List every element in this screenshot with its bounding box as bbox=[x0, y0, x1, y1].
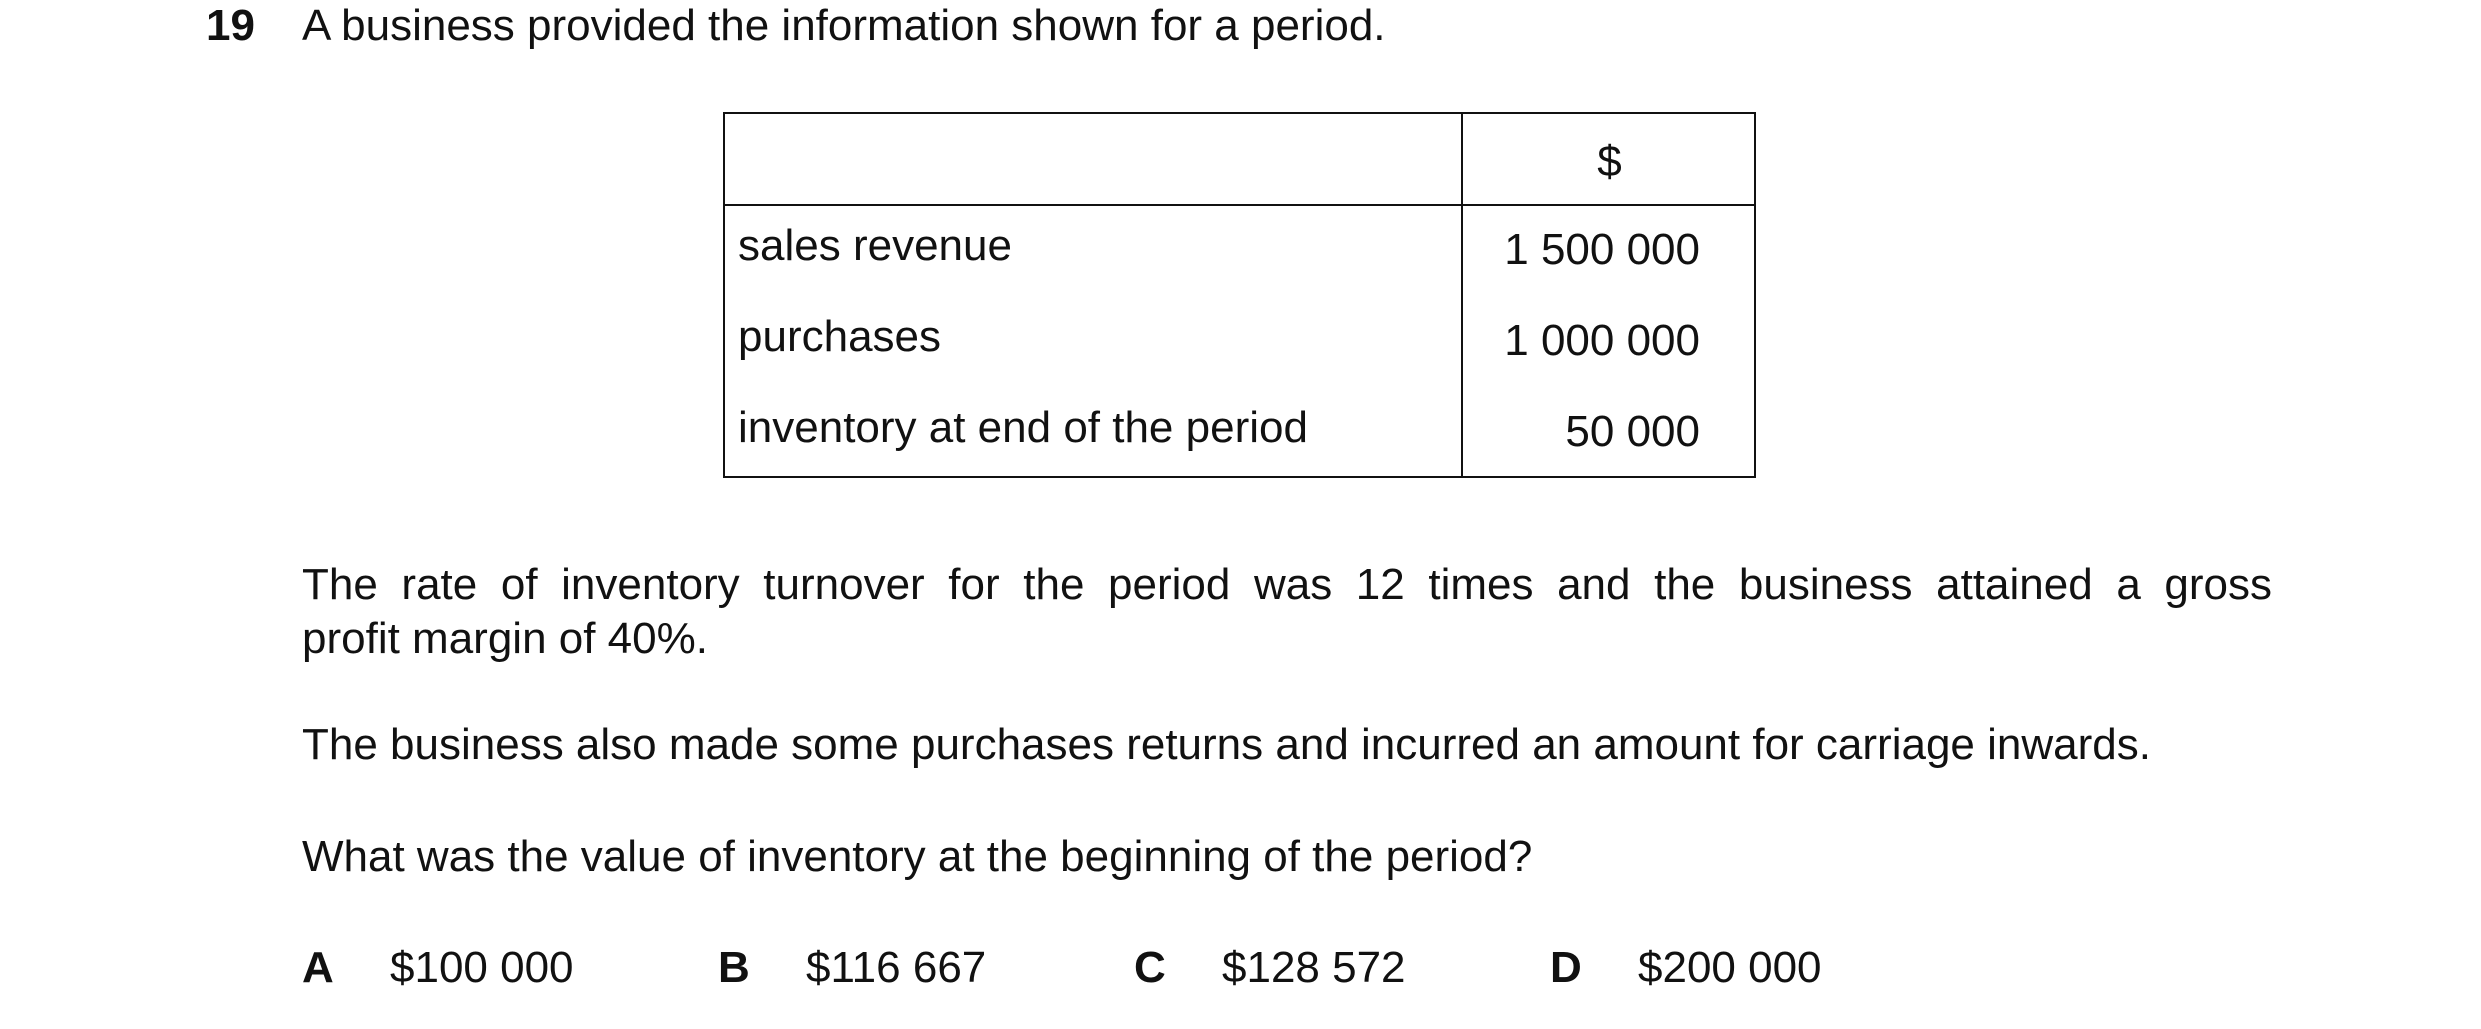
row-label: purchases bbox=[738, 312, 942, 361]
question-stem: A business provided the information shown for a period. bbox=[302, 1, 1386, 50]
option-a[interactable] bbox=[302, 940, 574, 996]
row-label: inventory at end of the period bbox=[738, 403, 1308, 452]
table-row bbox=[725, 206, 1754, 297]
paragraph-line: profit margin of 40%. bbox=[302, 614, 708, 663]
paragraph-turnover bbox=[302, 558, 2272, 666]
answer-options bbox=[302, 940, 2102, 996]
option-text: $116 667 bbox=[806, 943, 987, 992]
paragraph-returns: The business also made some purchases returns and incurred an amount for carriage inwards. bbox=[302, 720, 2151, 769]
currency-header: $ bbox=[1597, 137, 1622, 186]
row-value: 1 500 000 bbox=[1504, 225, 1700, 274]
question-number: 19 bbox=[206, 1, 255, 50]
paragraph-line: The rate of inventory turnover for the period was 12 times and the business attained a gross bbox=[302, 560, 2272, 609]
option-b[interactable] bbox=[718, 940, 986, 996]
table-row bbox=[725, 297, 1754, 388]
row-value: 1 000 000 bbox=[1504, 316, 1700, 365]
option-c[interactable] bbox=[1134, 940, 1406, 996]
row-label: sales revenue bbox=[738, 221, 1012, 270]
option-letter: A bbox=[302, 943, 334, 992]
option-letter: D bbox=[1550, 943, 1582, 992]
info-table bbox=[723, 112, 1756, 478]
option-letter: B bbox=[718, 943, 750, 992]
option-text: $200 000 bbox=[1638, 943, 1822, 992]
question-prompt: What was the value of inventory at the beginning of the period? bbox=[302, 832, 1533, 881]
option-d[interactable] bbox=[1550, 940, 1822, 996]
row-value: 50 000 bbox=[1565, 407, 1700, 456]
table-row bbox=[725, 388, 1754, 479]
option-text: $100 000 bbox=[390, 943, 574, 992]
option-text: $128 572 bbox=[1222, 943, 1406, 992]
option-letter: C bbox=[1134, 943, 1166, 992]
